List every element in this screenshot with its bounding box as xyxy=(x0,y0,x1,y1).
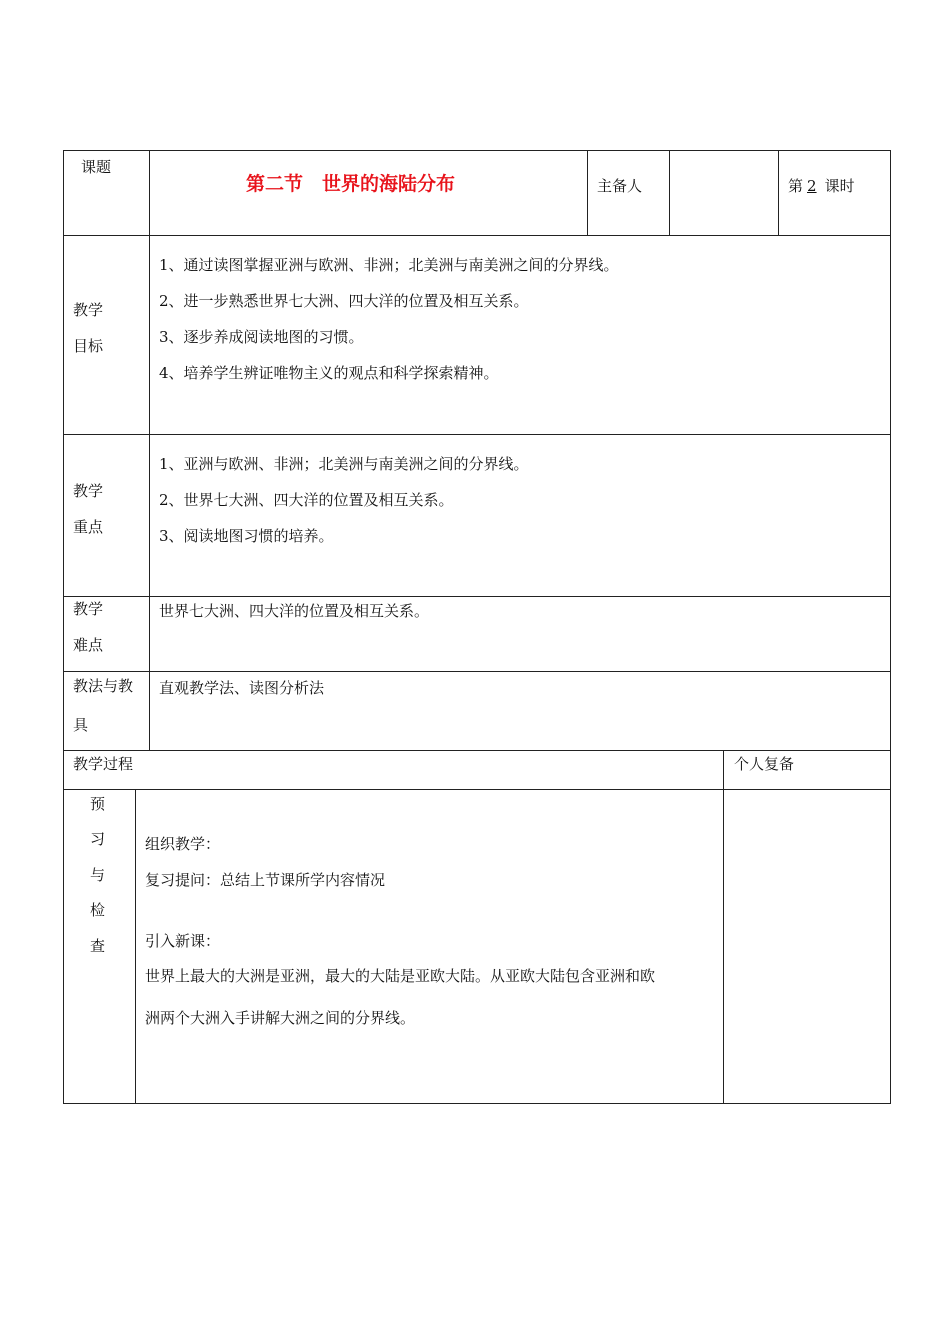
organize-text: 组织教学： xyxy=(145,835,221,853)
lesson-prefix: 第 xyxy=(788,177,804,195)
lesson-count xyxy=(788,177,855,195)
stage-column-divider xyxy=(135,789,136,1104)
stage-char: 预 xyxy=(90,795,106,813)
lesson-number: 2 xyxy=(807,177,817,195)
intro-label: 引入新课： xyxy=(145,932,221,950)
objectives-label-line1: 教学 xyxy=(73,301,104,319)
stage-char: 与 xyxy=(90,866,106,884)
difficulties-label-line2: 难点 xyxy=(73,636,104,654)
table-border-top xyxy=(63,150,891,151)
intro-text-line1: 世界上最大的大洲是亚洲，最大的大陆是亚欧大陆。从亚欧大陆包含亚洲和欧 xyxy=(145,967,656,985)
key-points-label-line1: 教学 xyxy=(73,482,104,500)
label-column-divider xyxy=(149,150,150,751)
row-divider xyxy=(63,596,891,597)
difficulties-text: 世界七大洲、四大洋的位置及相互关系。 xyxy=(159,602,430,620)
lesson-suffix: 课时 xyxy=(824,177,855,195)
methods-label-line1: 教法与教 xyxy=(73,677,134,695)
stage-char: 查 xyxy=(90,937,106,955)
key-point-item: 1、亚洲与欧洲、非洲；北美洲与南美洲之间的分界线。 xyxy=(159,455,529,473)
stage-char: 习 xyxy=(90,830,106,848)
header-divider xyxy=(778,150,779,236)
personal-column-divider xyxy=(723,750,724,1104)
table-border-right xyxy=(890,150,891,1104)
topic-label: 课题 xyxy=(81,158,112,176)
review-text: 复习提问：总结上节课所学内容情况 xyxy=(145,871,386,889)
page-title: 第二节 世界的海陆分布 xyxy=(246,173,456,195)
objective-item: 2、进一步熟悉世界七大洲、四大洋的位置及相互关系。 xyxy=(159,292,529,310)
process-label: 教学过程 xyxy=(73,755,134,773)
row-divider xyxy=(63,750,891,751)
row-divider xyxy=(63,671,891,672)
objective-item: 4、培养学生辨证唯物主义的观点和科学探索精神。 xyxy=(159,364,499,382)
table-border-bottom xyxy=(63,1103,891,1104)
header-divider xyxy=(669,150,670,236)
header-divider xyxy=(587,150,588,236)
key-point-item: 2、世界七大洲、四大洋的位置及相互关系。 xyxy=(159,491,454,509)
methods-text: 直观教学法、读图分析法 xyxy=(159,679,325,697)
methods-label-line2: 具 xyxy=(73,716,89,734)
key-point-item: 3、阅读地图习惯的培养。 xyxy=(159,527,334,545)
objectives-label-line2: 目标 xyxy=(73,337,104,355)
intro-text-line2: 洲两个大洲入手讲解大洲之间的分界线。 xyxy=(145,1009,416,1027)
preparer-label: 主备人 xyxy=(597,177,643,195)
objective-item: 1、通过读图掌握亚洲与欧洲、非洲；北美洲与南美洲之间的分界线。 xyxy=(159,256,619,274)
row-divider xyxy=(63,434,891,435)
personal-label: 个人复备 xyxy=(734,755,795,773)
key-points-label-line2: 重点 xyxy=(73,518,104,536)
difficulties-label-line1: 教学 xyxy=(73,600,104,618)
table-border-left xyxy=(63,150,64,1104)
stage-char: 检 xyxy=(90,901,106,919)
row-divider xyxy=(63,789,891,790)
objective-item: 3、逐步养成阅读地图的习惯。 xyxy=(159,328,364,346)
row-divider xyxy=(63,235,891,236)
